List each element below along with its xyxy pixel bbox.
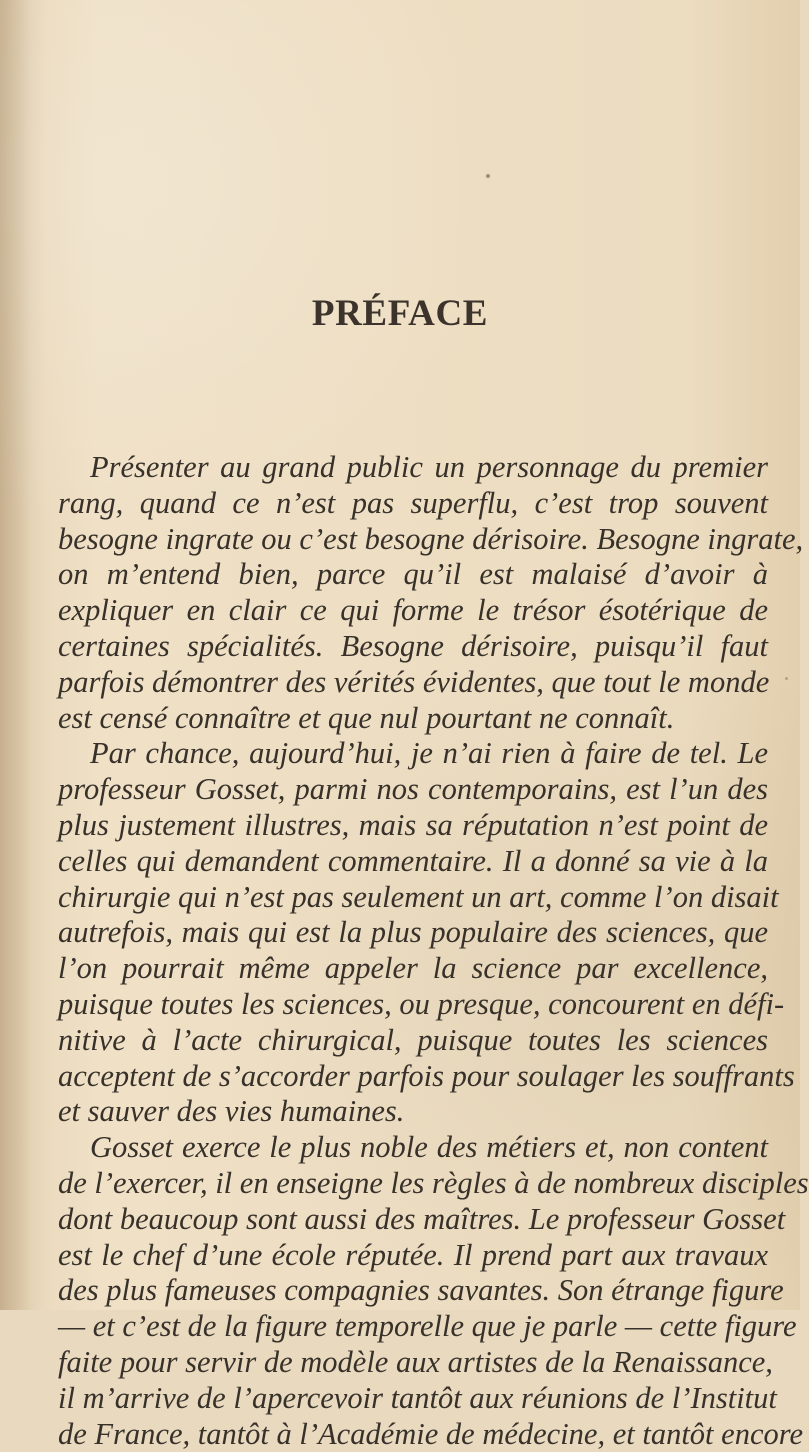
text-line: certaines spécialités. Besogne dérisoire, puisqu’il faut (58, 628, 768, 663)
text-line: de l’exercer, il en enseigne les règles à de nombreux disciples (58, 1165, 809, 1200)
text-line: puisque toutes les sciences, ou presque, concourent en défi- (58, 986, 785, 1021)
text-line: on m’entend bien, parce qu’il est malaisé d’avoir à (58, 557, 768, 592)
text-line: est censé connaître et que nul pourtant ne connaît. (58, 700, 675, 735)
page-title: PRÉFACE (311, 292, 489, 334)
text-line: de France, tantôt à l’Académie de médecine, et tantôt encore (58, 1416, 804, 1451)
paragraph-2 (58, 736, 795, 1130)
text-line: l’on pourrait même appeler la science par excellence, (58, 951, 768, 986)
text-line: professeur Gosset, parmi nos contemporains, est l’un des (58, 772, 768, 807)
text-line: et sauver des vies humaines. (58, 1094, 405, 1129)
text-line: — et c’est de la figure temporelle que je parle — cette figure (58, 1309, 797, 1344)
text-line: besogne ingrate ou c’est besogne dérisoire. Besogne ingrate, (58, 521, 804, 556)
text-line: il m’arrive de l’apercevoir tantôt aux réunions de l’Institut (58, 1380, 777, 1415)
text-line: est le chef d’une école réputée. Il prend part aux travaux (58, 1237, 768, 1272)
paper-speck (785, 677, 788, 680)
text-line: parfois démontrer des vérités évidentes, que tout le monde (58, 664, 770, 699)
page-gutter-shadow (0, 0, 46, 1310)
text-line: faite pour servir de modèle aux artistes de la Renaissance, (58, 1344, 773, 1379)
text-line: Par chance, aujourd’hui, je n’ai rien à faire de tel. Le (90, 736, 768, 771)
text-line: chirurgie qui n’est pas seulement un art, comme l’on disait (58, 879, 779, 914)
preface-text (58, 450, 809, 1452)
text-line: expliquer en clair ce qui forme le trésor ésotérique de (58, 593, 768, 628)
text-line: Présenter au grand public un personnage du premier (90, 450, 768, 484)
text-line: plus justement illustres, mais sa réputation n’est point de (58, 807, 768, 842)
paragraph-3 (58, 1130, 809, 1452)
text-line: Gosset exerce le plus noble des métiers et, non content (90, 1130, 768, 1165)
paragraph-1 (58, 450, 804, 736)
text-line: autrefois, mais qui est la plus populaire des sciences, que (58, 915, 768, 950)
text-line: des plus fameuses compagnies savantes. Son étrange figure (58, 1273, 784, 1308)
text-line: dont beaucoup sont aussi des maîtres. Le professeur Gosset (58, 1201, 786, 1236)
paper-speck (486, 174, 490, 178)
text-line: rang, quand ce n’est pas superflu, c’est trop souvent (58, 485, 768, 520)
text-line: acceptent de s’accorder parfois pour soulager les souffrants (58, 1058, 795, 1093)
text-line: nitive à l’acte chirurgical, puisque toutes les sciences (58, 1022, 768, 1057)
text-line: celles qui demandent commentaire. Il a donné sa vie à la (58, 843, 768, 878)
